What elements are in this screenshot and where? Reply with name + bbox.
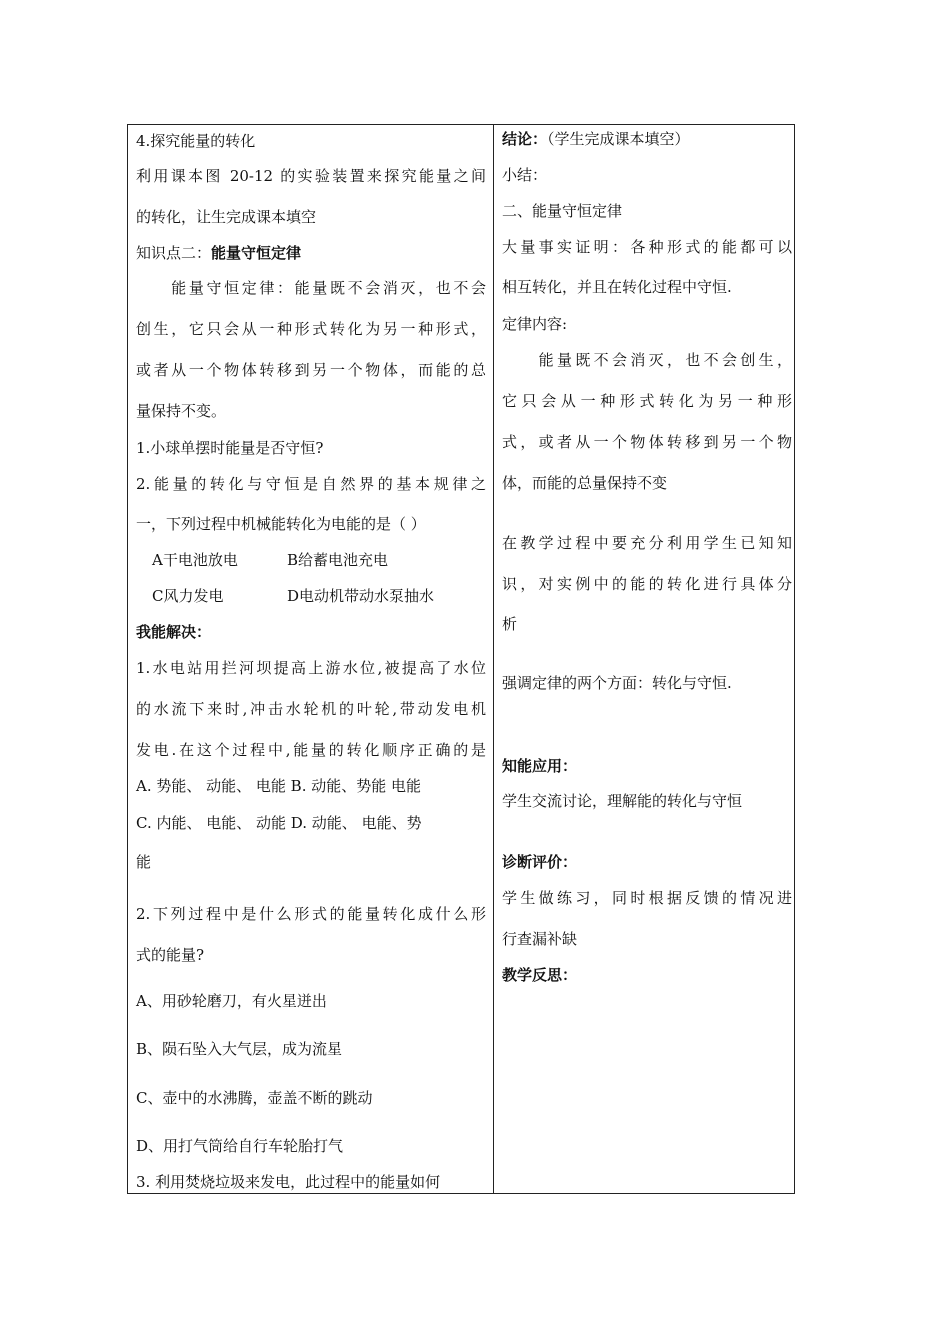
solve-1-line: 1.水电站用拦河坝提高上游水位,被提高了水位 — [136, 659, 486, 677]
diagnosis-title: 诊断评价： — [502, 853, 578, 871]
solve-1-line: 的水流下来时,冲击水轮机的叶轮,带动发电机 — [136, 700, 486, 718]
right-column — [502, 125, 792, 1193]
solve-1-line: 发电.在这个过程中,能量的转化顺序正确的是 — [136, 741, 486, 759]
law-line: 或者从一个物体转移到另一个物体，而能的总 — [136, 361, 486, 379]
knowledge-point — [136, 243, 486, 263]
solve-1-options-cd: C. 内能、 电能、 动能 D. 动能、 电能、势 — [136, 814, 422, 832]
conclusion-text: （学生完成课本填空） — [547, 130, 690, 148]
emphasize-text: 强调定律的两个方面：转化与守恒. — [502, 674, 732, 692]
solve-2-line: 式的能量? — [136, 946, 205, 964]
law-content-line: 它只会从一种形式转化为另一种形 — [502, 392, 792, 410]
kp-title: 能量守恒定律 — [211, 244, 302, 262]
section-2-heading: 二、能量守恒定律 — [502, 202, 623, 220]
text-line: 的转化，让生完成课本填空 — [136, 208, 317, 226]
options-ab — [136, 550, 486, 570]
lesson-table — [127, 124, 795, 1194]
heading-explore: 4.探究能量的转化 — [136, 132, 256, 150]
option-c: C风力发电 — [152, 587, 224, 605]
solve-1-options-ab: A. 势能、 动能、 电能 B. 动能、势能 电能 — [136, 777, 422, 795]
option-b: B给蓄电池充电 — [287, 551, 389, 569]
law-content-line: 能量既不会消灭，也不会创生， — [502, 351, 792, 369]
kp-prefix: 知识点二： — [136, 244, 212, 262]
law-content-line: 体，而能的总量保持不变 — [502, 474, 668, 492]
fact-line: 大量事实证明：各种形式的能都可以 — [502, 238, 792, 256]
solve-2-b: B、陨石坠入大气层，成为流星 — [136, 1040, 343, 1058]
solve-2-c: C、壶中的水沸腾，壶盖不断的跳动 — [136, 1089, 373, 1107]
diagnosis-line: 行查漏补缺 — [502, 930, 578, 948]
question-1: 1.小球单摆时能量是否守恒? — [136, 439, 324, 457]
question-2: 2.能量的转化与守恒是自然界的基本规律之 — [136, 475, 486, 493]
solve-2-a: A、用砂轮磨刀，有火星迸出 — [136, 992, 327, 1010]
law-line: 创生，它只会从一种形式转化为另一种形式， — [136, 320, 486, 338]
summary-label: 小结： — [502, 166, 548, 184]
diagnosis-line: 学生做练习，同时根据反馈的情况进 — [502, 889, 792, 907]
teach-line: 析 — [502, 615, 518, 633]
solve-1-options-cd-cont: 能 — [136, 853, 152, 871]
law-line: 能量守恒定律：能量既不会消灭，也不会 — [136, 279, 486, 297]
law-content-line: 式，或者从一个物体转移到另一个物 — [502, 433, 792, 451]
teach-line: 在教学过程中要充分利用学生已知知 — [502, 534, 792, 552]
conclusion-label: 结论： — [502, 130, 548, 148]
solve-2-d: D、用打气筒给自行车轮胎打气 — [136, 1137, 344, 1155]
teach-line: 识，对实例中的能的转化进行具体分 — [502, 575, 792, 593]
law-line: 量保持不变。 — [136, 402, 227, 420]
question-2-cont: 一，下列过程中机械能转化为电能的是（ ） — [136, 515, 426, 533]
option-a: A干电池放电 — [152, 551, 238, 569]
text-line: 利用课本图 20-12 的实验装置来探究能量之间 — [136, 167, 486, 185]
apply-text: 学生交流讨论，理解能的转化与守恒 — [502, 792, 743, 810]
left-column — [136, 125, 486, 1193]
fact-line: 相互转化，并且在转化过程中守恒. — [502, 278, 732, 296]
option-d: D电动机带动水泵抽水 — [287, 587, 435, 605]
reflection-title: 教学反思： — [502, 966, 578, 984]
solve-title: 我能解决： — [136, 623, 212, 641]
solve-2-line: 2.下列过程中是什么形式的能量转化成什么形 — [136, 905, 486, 923]
column-divider — [493, 125, 494, 1193]
apply-title: 知能应用： — [502, 757, 578, 775]
options-cd — [136, 586, 486, 606]
conclusion — [502, 129, 792, 149]
law-label: 定律内容: — [502, 315, 568, 333]
solve-3: 3. 利用焚烧垃圾来发电，此过程中的能量如何 — [136, 1173, 441, 1191]
